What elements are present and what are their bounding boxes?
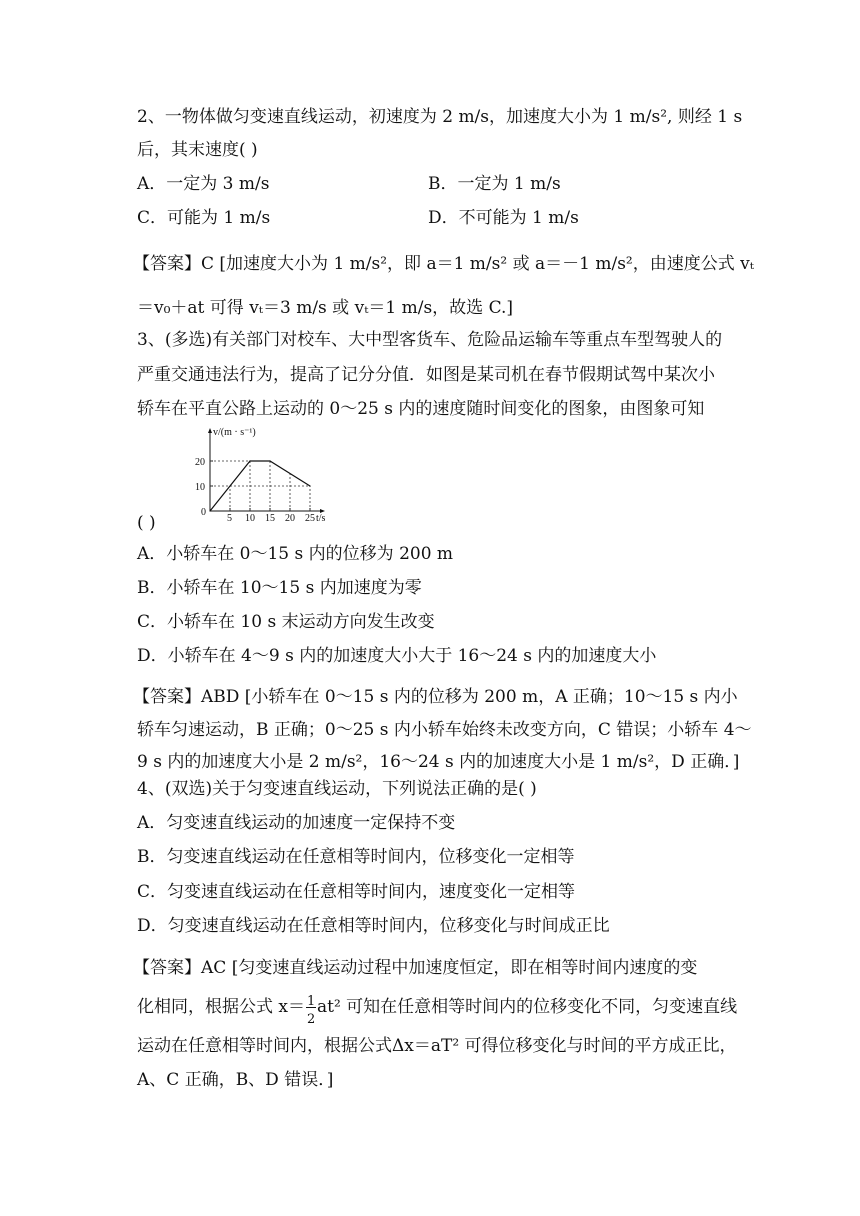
q3-answer-line3: 9 s 内的加速度大小是 2 m/s²，16～24 s 内的加速度大小是 1 m/s²，D 正确．] [137, 752, 740, 772]
q4-option-d: D．匀变速直线运动在任意相等时间内，位移变化与时间成正比 [137, 916, 610, 936]
q2-line2: 后，其末速度( ) [137, 140, 258, 160]
q4-answer-line2 [137, 993, 738, 1027]
data-point [309, 485, 310, 486]
q4-answer-line4: A、C 正确，B、D 错误．] [137, 1070, 334, 1090]
q3-paren: ( ) [137, 513, 156, 533]
one-half-fraction [305, 993, 317, 1027]
x-tick-label: 15 [265, 513, 275, 524]
q2-answer-line1: 【答案】C [加速度大小为 1 m/s²，即 a＝1 m/s² 或 a＝－1 m/s²，由速度公式 vₜ [133, 254, 754, 274]
data-point [249, 460, 250, 461]
q3-answer-line2: 轿车匀速运动，B 正确；0～25 s 内小轿车始终未改变方向，C 错误；小轿车 4～ [137, 720, 752, 740]
x-tick-label: 25 [305, 513, 315, 524]
y-tick-label: 20 [195, 457, 205, 468]
q2-option-c: C．可能为 1 m/s [137, 208, 271, 228]
q4-option-b: B．匀变速直线运动在任意相等时间内，位移变化一定相等 [137, 847, 575, 867]
data-point [209, 510, 210, 511]
fraction-denominator: 2 [307, 1011, 316, 1027]
q3-option-c: C．小轿车在 10 s 末运动方向发生改变 [137, 612, 435, 632]
x-tick-label: 5 [227, 513, 232, 524]
q3-line2: 严重交通违法行为，提高了记分分值．如图是某司机在春节假期试驾中某次小 [137, 365, 715, 385]
fraction-numerator: 1 [307, 993, 316, 1009]
x-tick-label: 10 [245, 513, 255, 524]
q3-option-a: A．小轿车在 0～15 s 内的位移为 200 m [137, 544, 454, 564]
velocity-time-chart [190, 425, 335, 525]
q2-answer-line2: ＝v₀＋at 可得 vₜ＝3 m/s 或 vₜ＝1 m/s，故选 C.] [137, 298, 514, 318]
q3-line1: 3、(多选)有关部门对校车、大中型客货车、危险品运输车等重点车型驾驶人的 [137, 330, 723, 350]
q2-option-d: D．不可能为 1 m/s [428, 208, 579, 228]
y-axis-label: v/(m · s⁻¹) [213, 427, 256, 438]
q3-option-d: D．小轿车在 4～9 s 内的加速度大小大于 16～24 s 内的加速度大小 [137, 646, 657, 666]
q3-line3: 轿车在平直公路上运动的 0～25 s 内的速度随时间变化的图象，由图象可知 [137, 399, 705, 419]
q3-option-b: B．小轿车在 10～15 s 内加速度为零 [137, 578, 422, 598]
y-axis-arrow [208, 428, 212, 433]
q2-option-b: B．一定为 1 m/s [428, 174, 561, 194]
q4-option-c: C．匀变速直线运动在任意相等时间内，速度变化一定相等 [137, 882, 576, 902]
q2-line1: 2、一物体做匀变速直线运动，初速度为 2 m/s，加速度大小为 1 m/s², 则经 1 s [137, 107, 743, 127]
data-point [269, 460, 270, 461]
q3-answer-line1: 【答案】ABD [小轿车在 0～15 s 内的位移为 200 m，A 正确；10～15 s 内小 [133, 687, 738, 707]
q4-answer-line3: 运动在任意相等时间内，根据公式Δx＝aT² 可得位移变化与时间的平方成正比， [137, 1036, 737, 1056]
chart-axes [195, 427, 326, 524]
q4-answer-line2-part1: 化相同，根据公式 x＝ [137, 997, 305, 1017]
y-tick-label: 10 [195, 482, 205, 493]
x-tick-label: 20 [285, 513, 295, 524]
q4-option-a: A．匀变速直线运动的加速度一定保持不变 [137, 813, 456, 833]
q2-option-a: A．一定为 3 m/s [137, 174, 270, 194]
x-axis-label: t/s [316, 513, 326, 524]
q4-line1: 4、(双选)关于匀变速直线运动，下列说法正确的是( ) [137, 779, 537, 799]
q4-answer-line2-part2: at² 可知在任意相等时间内的位移变化不同，匀变速直线 [317, 997, 738, 1017]
origin-label: 0 [201, 507, 206, 518]
q4-answer-line1: 【答案】AC [匀变速直线运动过程中加速度恒定，即在相等时间内速度的变 [133, 958, 698, 978]
